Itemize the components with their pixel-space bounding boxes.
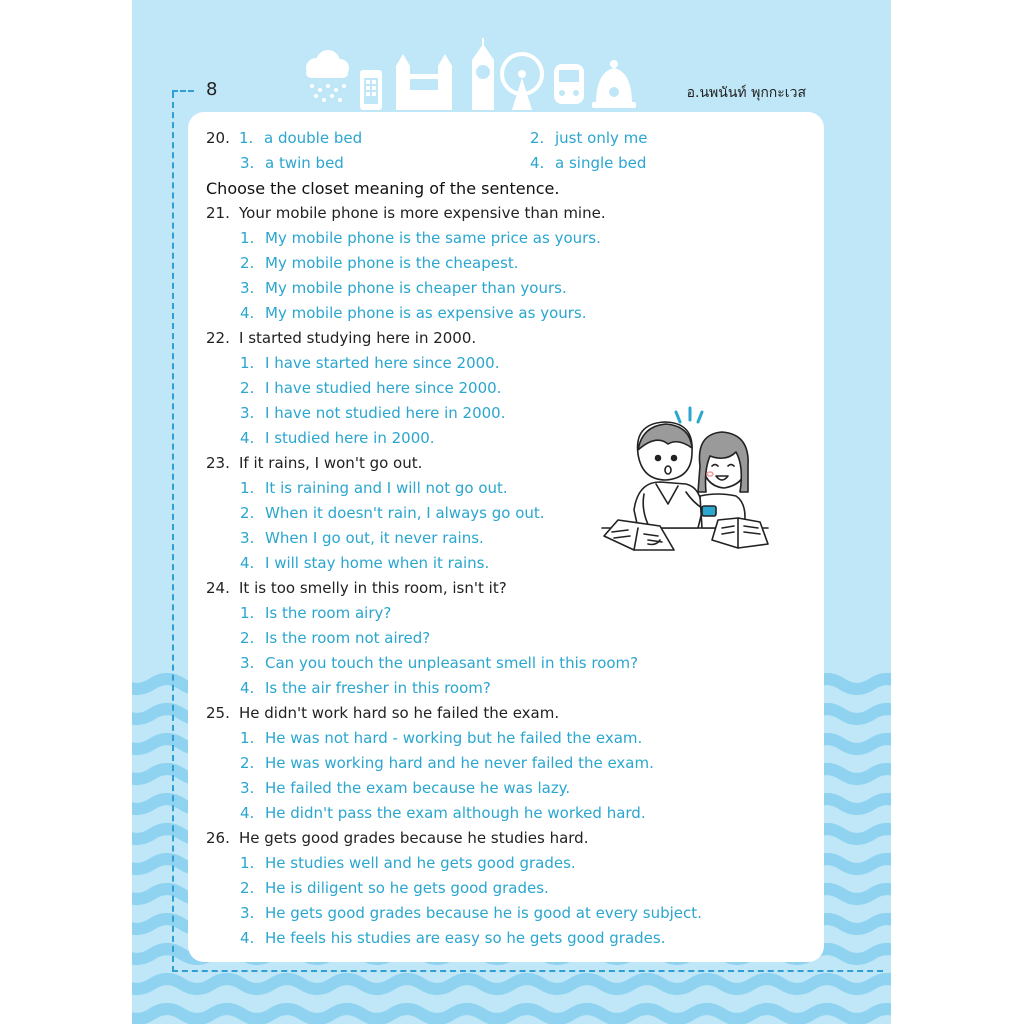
option-text: He is diligent so he gets good grades.	[265, 879, 549, 897]
option-text: a single bed	[555, 154, 647, 172]
answer-option	[206, 651, 816, 676]
option-number: 4.	[530, 154, 545, 172]
option-text: just only me	[555, 129, 648, 147]
answer-option	[206, 376, 816, 401]
option-number: 1.	[240, 229, 255, 247]
question-number: 23.	[206, 454, 230, 472]
option-text: a double bed	[264, 129, 363, 147]
question-22	[206, 326, 816, 351]
option-text: He was working hard and he never failed the exam.	[265, 754, 654, 772]
answer-option	[206, 751, 816, 776]
option-text: I studied here in 2000.	[265, 429, 435, 447]
option-number: 1.	[240, 729, 255, 747]
option-number: 1.	[240, 604, 255, 622]
answer-option	[206, 226, 816, 251]
option-number: 1.	[240, 479, 255, 497]
option-number: 2.	[240, 254, 255, 272]
option-text: It is raining and I will not go out.	[265, 479, 508, 497]
option-number: 4.	[240, 804, 255, 822]
option-number: 2.	[240, 504, 255, 522]
question-text: I started studying here in 2000.	[239, 329, 477, 347]
option-text: I have started here since 2000.	[265, 354, 500, 372]
question-text: He gets good grades because he studies hard.	[239, 829, 589, 847]
answer-option	[206, 601, 816, 626]
option-number: 3.	[240, 654, 255, 672]
question-text: It is too smelly in this room, isn't it?	[239, 579, 507, 597]
question-text: Your mobile phone is more expensive than mine.	[239, 204, 606, 222]
option-text: He was not hard - working but he failed the exam.	[265, 729, 643, 747]
question-20-row-2	[206, 151, 816, 176]
answer-option	[206, 251, 816, 276]
answer-option	[206, 876, 816, 901]
option-number: 3.	[240, 404, 255, 422]
question-number: 24.	[206, 579, 230, 597]
question-number: 21.	[206, 204, 230, 222]
option-number: 2.	[240, 379, 255, 397]
option-number: 4.	[240, 429, 255, 447]
option-number: 1.	[240, 354, 255, 372]
option-number: 1.	[240, 854, 255, 872]
option-text: I will stay home when it rains.	[265, 554, 490, 572]
answer-option	[206, 801, 816, 826]
option-text: He feels his studies are easy so he gets good grades.	[265, 929, 666, 947]
answer-option	[206, 276, 816, 301]
option-number: 3.	[240, 154, 255, 172]
question-20-row-1	[206, 126, 816, 151]
option-number: 2.	[530, 129, 545, 147]
question-number: 22.	[206, 329, 230, 347]
option-text: My mobile phone is cheaper than yours.	[265, 279, 567, 297]
option-number: 3.	[240, 529, 255, 547]
option-text: When I go out, it never rains.	[265, 529, 484, 547]
author-name: อ.นพนันท์ พุกกะเวส	[686, 85, 806, 101]
students-reading-illustration	[598, 400, 774, 570]
answer-option	[206, 351, 816, 376]
question-number: 25.	[206, 704, 230, 722]
option-text: He studies well and he gets good grades.	[265, 854, 576, 872]
answer-option	[206, 776, 816, 801]
question-text: If it rains, I won't go out.	[239, 454, 423, 472]
wave-line	[132, 1009, 891, 1019]
option-text: He gets good grades because he is good at every subject.	[265, 904, 702, 922]
question-21	[206, 201, 816, 226]
option-number: 4.	[240, 679, 255, 697]
option-number: 3.	[240, 904, 255, 922]
option-text: Can you touch the unpleasant smell in this room?	[265, 654, 639, 672]
option-text: I have not studied here in 2000.	[265, 404, 506, 422]
answer-option	[206, 301, 816, 326]
wave-line	[132, 979, 891, 989]
option-text: My mobile phone is the cheapest.	[265, 254, 519, 272]
question-number: 26.	[206, 829, 230, 847]
option-text: I have studied here since 2000.	[265, 379, 502, 397]
answer-option	[206, 926, 816, 951]
option-number: 2.	[240, 629, 255, 647]
question-24	[206, 576, 816, 601]
option-text: My mobile phone is the same price as yours.	[265, 229, 601, 247]
answer-option	[206, 726, 816, 751]
option-number: 4.	[240, 304, 255, 322]
option-text: My mobile phone is as expensive as yours.	[265, 304, 587, 322]
answer-option	[206, 676, 816, 701]
option-text: Is the air fresher in this room?	[265, 679, 491, 697]
option-text: Is the room airy?	[265, 604, 392, 622]
option-text: He didn't pass the exam although he worked hard.	[265, 804, 646, 822]
question-25	[206, 701, 816, 726]
question-number: 20.	[206, 129, 230, 147]
question-text: He didn't work hard so he failed the exam.	[239, 704, 560, 722]
option-text: He failed the exam because he was lazy.	[265, 779, 571, 797]
option-text: a twin bed	[265, 154, 344, 172]
option-number: 2.	[240, 879, 255, 897]
option-text: When it doesn't rain, I always go out.	[265, 504, 545, 522]
page-number: 8	[206, 79, 218, 100]
section-title: Choose the closet meaning of the sentence.	[206, 179, 560, 198]
option-number: 3.	[240, 779, 255, 797]
questions-container	[206, 201, 816, 951]
option-number: 4.	[240, 554, 255, 572]
question-26	[206, 826, 816, 851]
answer-option	[206, 626, 816, 651]
answer-option	[206, 901, 816, 926]
option-text: Is the room not aired?	[265, 629, 431, 647]
option-number: 2.	[240, 754, 255, 772]
option-number: 1.	[239, 129, 254, 147]
answer-option	[206, 851, 816, 876]
option-number: 4.	[240, 929, 255, 947]
option-number: 3.	[240, 279, 255, 297]
